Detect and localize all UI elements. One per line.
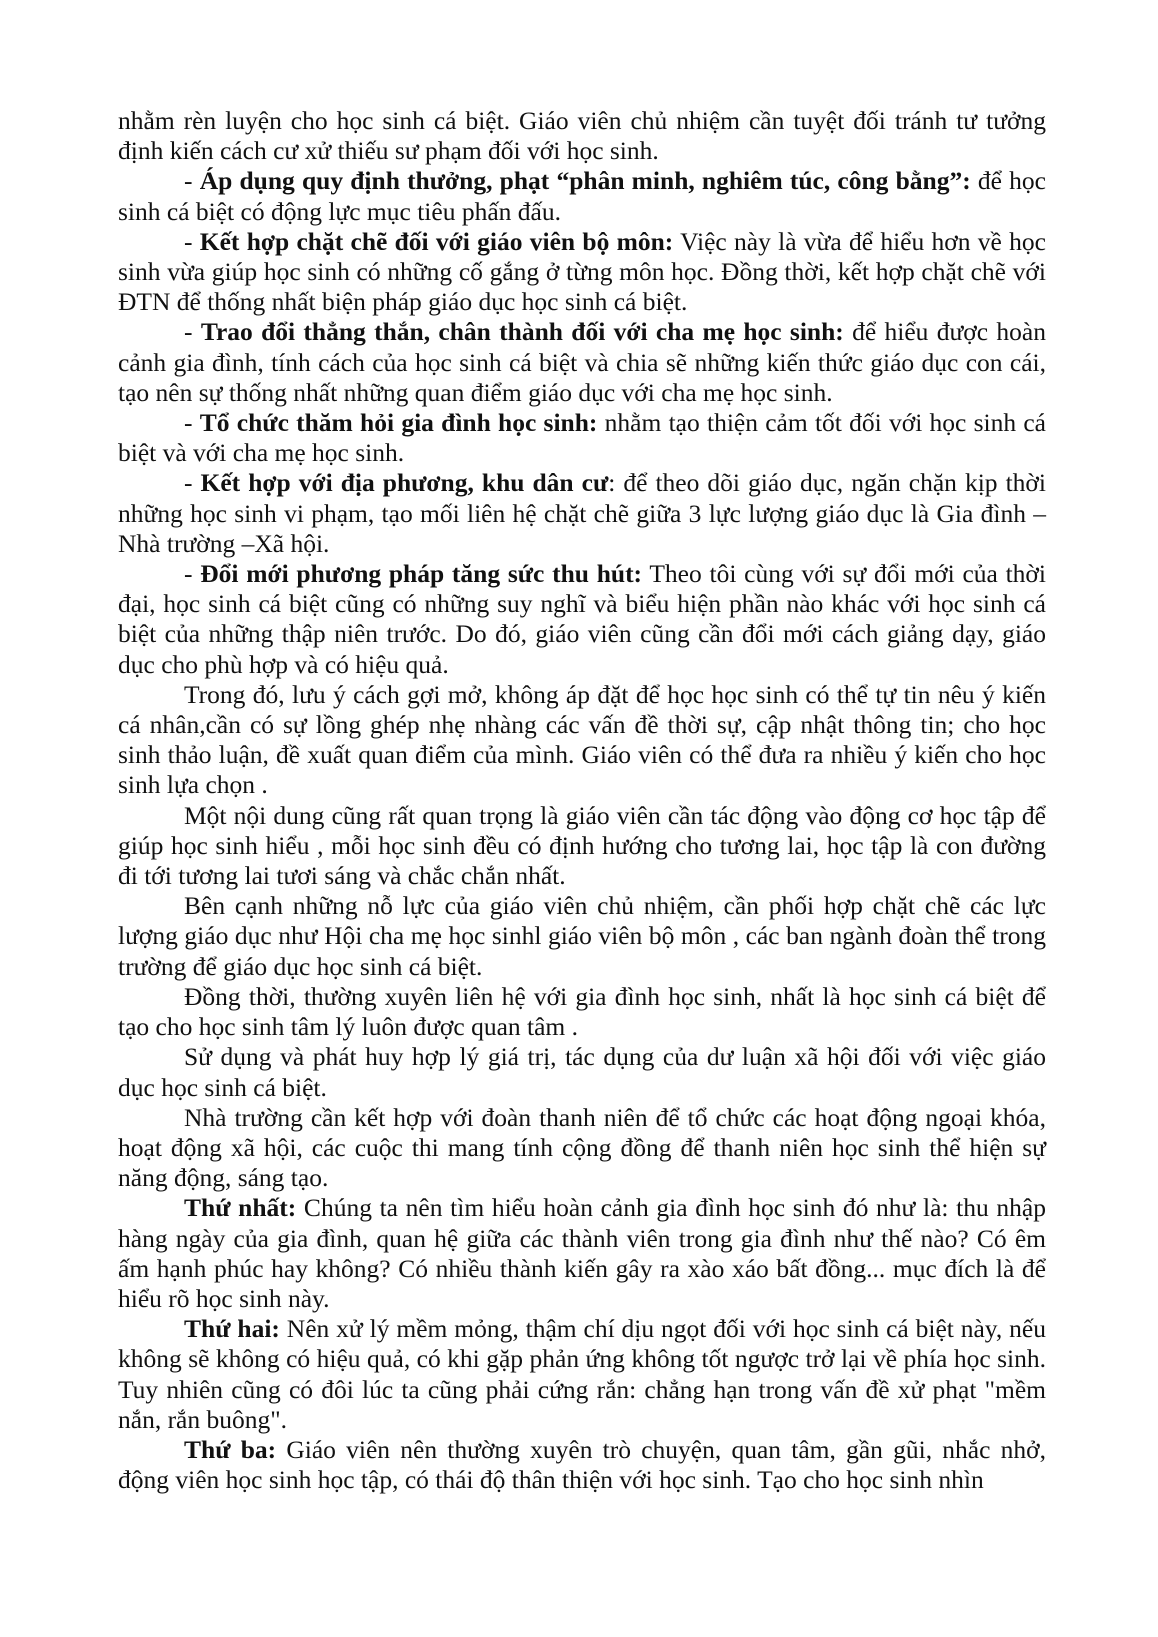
paragraph-text: nhằm tạo thiện cảm tốt đối với học sinh cá biệt và với cha mẹ học sinh. — [118, 408, 1046, 468]
paragraph-text: Sử dụng và phát huy hợp lý giá trị, tác dụng của dư luận xã hội đối với việc giáo dục học sinh cá biệt. — [118, 1042, 1046, 1102]
paragraph-first-point — [118, 1193, 1046, 1314]
bullet-heading: Trao đổi thẳng thắn, chân thành đối với cha mẹ học sinh: — [200, 317, 844, 347]
paragraph-second-point — [118, 1314, 1046, 1435]
bullet-heading: Kết hợp chặt chẽ đối với giáo viên bộ môn: — [199, 226, 674, 256]
point-heading: Thứ hai: — [184, 1314, 280, 1344]
paragraph-text: Bên cạnh những nỗ lực của giáo viên chủ nhiệm, cần phối hợp chặt chẽ các lực lượng giáo dục như Hội cha mẹ học sinhl giáo viên bộ môn , các ban ngành đoàn thể trong trường để giáo dục học sinh cá biệt. — [118, 891, 1046, 981]
bullet-subject-teachers — [118, 227, 1046, 318]
paragraph-text: Nhà trường cần kết hợp với đoàn thanh niên để tổ chức các hoạt động ngoại khóa, hoạt động xã hội, các cuộc thi mang tính cộng đồng để thanh niên học sinh thể hiện sự năng động, sáng tạo. — [118, 1102, 1046, 1193]
paragraph-text: để hiểu được hoàn cảnh gia đình, tính cách của học sinh cá biệt và chia sẽ những kiến thức giáo dục con cái, tạo nên sự thống nhất những quan điểm giáo dục với cha mẹ học sinh. — [118, 317, 1047, 407]
paragraph-text: : để theo dõi giáo dục, ngăn chặn kịp thời những học sinh vi phạm, tạo mối liên hệ chặt chẽ giữa 3 lực lượng giáo dục là Gia đình – Nhà trường –Xã hội. — [118, 468, 1046, 558]
paragraph-text: nhằm rèn luyện cho học sinh cá biệt. Giáo viên chủ nhiệm cần tuyệt đối tránh tư tưởng định kiến cách cư xử thiếu sư phạm đối với học sinh. — [118, 106, 1046, 166]
paragraph-text: Theo tôi cùng với sự đổi mới của thời đại, học sinh cá biệt cũng có những suy nghĩ và biểu hiện phần nào khác với học sinh cá biệt của những thập niên trước. Do đó, giáo viên cũng cần đổi mới cách giảng dạy, giáo dục cho phù hợp và có hiệu quả. — [118, 559, 1046, 679]
paragraph-coordination — [118, 891, 1046, 982]
paragraph-suggestive-approach — [118, 680, 1046, 801]
paragraph-text: Một nội dung cũng rất quan trọng là giáo viên cần tác động vào động cơ học tập để giúp học sinh hiểu , mỗi học sinh đều có định hướng cho tương lai, học tập là con đường đi tới tương lai tươi sáng và chắc chắn nhất. — [118, 800, 1046, 891]
bullet-family-visits — [118, 408, 1046, 468]
paragraph-text: Việc này là vừa để hiểu hơn về học sinh vừa giúp học sinh có những cố gắng ở từng môn học. Đồng thời, kết hợp chặt chẽ với ĐTN để thống nhất biện pháp giáo dục học sinh cá biệt. — [118, 226, 1046, 317]
bullet-prefix: - — [184, 317, 201, 347]
document-page — [118, 106, 1046, 1495]
paragraph-text: Nên xử lý mềm mỏng, thậm chí dịu ngọt đối với học sinh cá biệt này, nếu không sẽ không có hiệu quả, có khi gặp phản ứng không tốt ngược trở lại về phía học sinh. Tuy nhiên cũng có đôi lúc ta cũng phải cứng rắn: chẳng hạn trong vấn đề xử phạt "mềm nắn, rắn buông". — [118, 1314, 1046, 1434]
bullet-prefix: - — [184, 408, 200, 438]
point-heading: Thứ ba: — [184, 1434, 277, 1464]
bullet-parents-exchange — [118, 317, 1046, 408]
bullet-heading: Đổi mới phương pháp tăng sức thu hút: — [200, 559, 643, 589]
paragraph-public-opinion — [118, 1042, 1046, 1102]
bullet-heading: Kết hợp với địa phương, khu dân cư — [200, 468, 609, 498]
paragraph-text: để học sinh cá biệt có động lực mục tiêu phấn đấu. — [118, 166, 1046, 226]
paragraph-learning-motivation — [118, 801, 1046, 892]
paragraph-text: Giáo viên nên thường xuyên trò chuyện, quan tâm, gần gũi, nhắc nhở, động viên học sinh học tập, có thái độ thân thiện với học sinh. Tạo cho học sinh nhìn — [118, 1434, 1046, 1495]
bullet-local-community — [118, 468, 1046, 559]
paragraph-text: Chúng ta nên tìm hiểu hoàn cảnh gia đình học sinh đó như là: thu nhập hàng ngày của gia đình, quan hệ giữa các thành viên trong gia đình như thế nào? Có êm ấm hạnh phúc hay không? Có nhiều thành kiến gây ra xào xáo bất đồng... mục đích là để hiểu rõ học sinh này. — [118, 1193, 1046, 1313]
paragraph-text: Đồng thời, thường xuyên liên hệ với gia đình học sinh, nhất là học sinh cá biệt để tạo cho học sinh tâm lý luôn được quan tâm . — [118, 981, 1046, 1042]
bullet-heading: Tổ chức thăm hỏi gia đình học sinh: — [199, 408, 598, 438]
bullet-prefix: - — [184, 226, 200, 256]
paragraph-family-contact — [118, 982, 1046, 1042]
bullet-new-methods — [118, 559, 1046, 680]
bullet-prefix: - — [184, 166, 200, 196]
bullet-prefix: - — [184, 559, 201, 589]
paragraph-youth-union — [118, 1103, 1046, 1194]
paragraph-third-point — [118, 1435, 1046, 1495]
bullet-reward-punishment — [118, 166, 1046, 226]
bullet-heading: Áp dụng quy định thưởng, phạt “phân minh, nghiêm túc, công bằng”: — [199, 166, 971, 196]
bullet-prefix: - — [184, 468, 201, 498]
paragraph-text: Trong đó, lưu ý cách gợi mở, không áp đặt để học học sinh có thể tự tin nêu ý kiến cá nhân,cần có sự lồng ghép nhẹ nhàng các vấn đề thời sự, cập nhật thông tin; cho học sinh thảo luận, đề xuất quan điểm của mình. Giáo viên có thể đưa ra nhiều ý kiến cho học sinh lựa chọn . — [118, 679, 1046, 800]
point-heading: Thứ nhất: — [184, 1193, 297, 1223]
paragraph-continuation — [118, 106, 1046, 166]
